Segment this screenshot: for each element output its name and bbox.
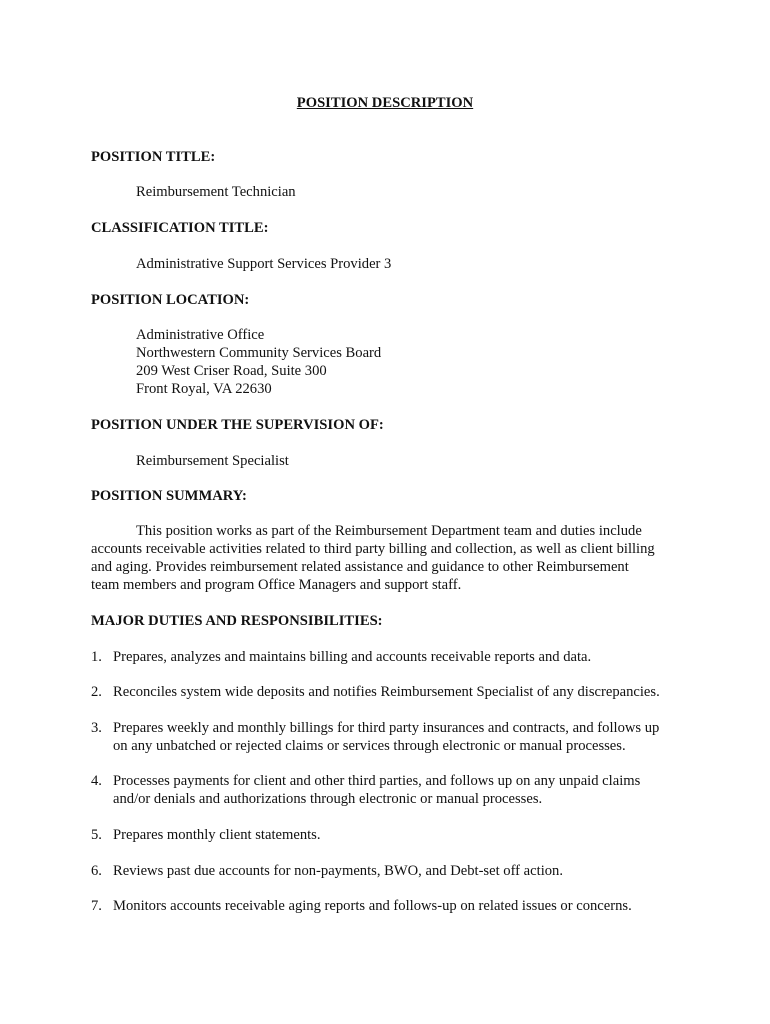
location-line-organization: Northwestern Community Services Board [136, 345, 382, 361]
duty-text: Reconciles system wide deposits and notifies Reimbursement Specialist of any discrepancies. [113, 684, 660, 700]
duty-number: 4. [91, 773, 102, 789]
summary-line: accounts receivable activities related to third party billing and collection, as well as client billing [91, 541, 655, 557]
location-line-office: Administrative Office [136, 327, 265, 343]
duties-heading: MAJOR DUTIES AND RESPONSIBILITIES: [91, 613, 383, 629]
duty-text: Processes payments for client and other third parties, and follows up on any unpaid claims [113, 773, 641, 789]
summary-line: This position works as part of the Reimbursement Department team and duties include [136, 523, 642, 539]
duty-text: and/or denials and authorizations through electronic or manual processes. [113, 791, 543, 807]
duty-number: 7. [91, 898, 102, 914]
duty-text: Reviews past due accounts for non-payments, BWO, and Debt-set off action. [113, 863, 563, 879]
supervision-value: Reimbursement Specialist [136, 453, 289, 469]
document-title: POSITION DESCRIPTION [296, 95, 474, 111]
duty-text: Prepares weekly and monthly billings for third party insurances and contracts, and follows up [113, 720, 660, 736]
summary-line: team members and program Office Managers and support staff. [91, 577, 462, 593]
duty-number: 3. [91, 720, 102, 736]
position-summary-heading: POSITION SUMMARY: [91, 488, 247, 504]
duty-text: Monitors accounts receivable aging reports and follows-up on related issues or concerns. [113, 898, 632, 914]
duty-text: Prepares monthly client statements. [113, 827, 321, 843]
duty-number: 5. [91, 827, 102, 843]
duty-text: Prepares, analyzes and maintains billing and accounts receivable reports and data. [113, 649, 592, 665]
position-title-heading: POSITION TITLE: [91, 149, 216, 165]
classification-title-value: Administrative Support Services Provider 3 [136, 256, 392, 272]
position-summary-paragraph [91, 522, 691, 594]
position-title-value: Reimbursement Technician [136, 184, 296, 200]
duty-number: 6. [91, 863, 102, 879]
classification-title-heading: CLASSIFICATION TITLE: [91, 220, 269, 236]
location-line-city: Front Royal, VA 22630 [136, 381, 272, 397]
position-location-heading: POSITION LOCATION: [91, 292, 250, 308]
duty-number: 2. [91, 684, 102, 700]
summary-line: and aging. Provides reimbursement related assistance and guidance to other Reimbursement [91, 559, 629, 575]
duty-text: on any unbatched or rejected claims or services through electronic or manual processes. [113, 738, 626, 754]
duty-number: 1. [91, 649, 102, 665]
location-line-street: 209 West Criser Road, Suite 300 [136, 363, 327, 379]
supervision-heading: POSITION UNDER THE SUPERVISION OF: [91, 417, 384, 433]
